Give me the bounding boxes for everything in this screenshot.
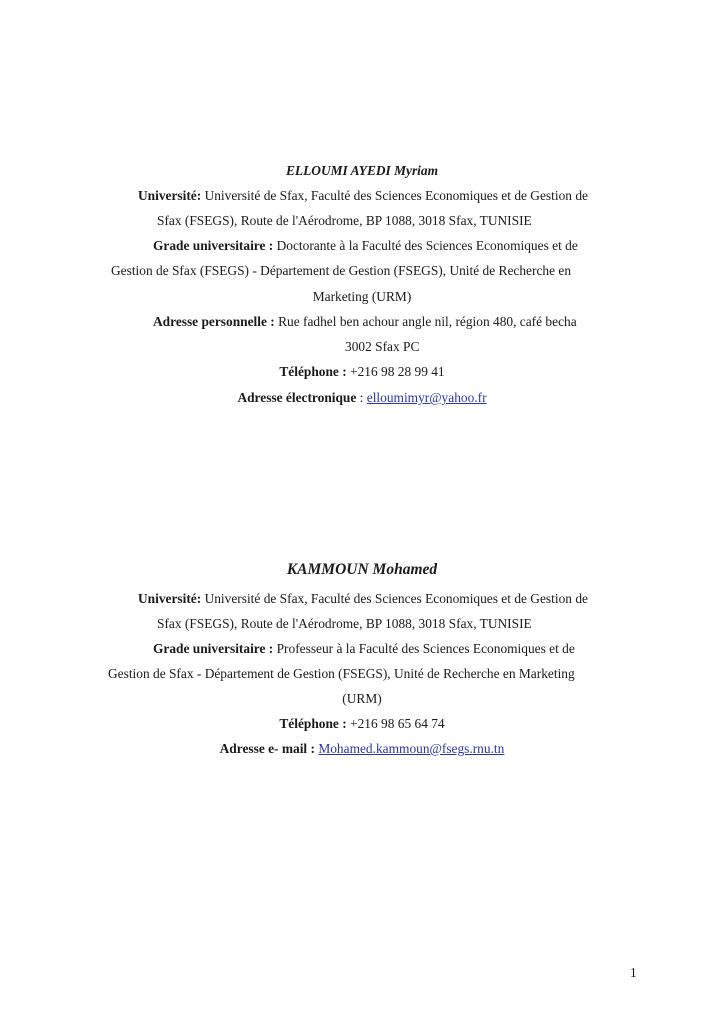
person1-university-line2: Sfax (FSEGS), Route de l'Aérodrome, BP 1088, 3018 Sfax, TUNISIE xyxy=(157,213,532,228)
page-number: 1 xyxy=(630,965,637,980)
person1-email-label: Adresse électronique xyxy=(237,390,357,405)
person1-phone-label: Téléphone : xyxy=(279,364,347,379)
person2-university-label: Université: xyxy=(138,591,202,606)
person2-email-link[interactable]: Mohamed.kammoun@fsegs.rnu.tn xyxy=(318,741,505,756)
person2-email-line xyxy=(0,740,724,758)
person1-grade-line3: Marketing (URM) xyxy=(312,289,412,304)
person2-grade-line2: Gestion de Sfax - Département de Gestion (FSEGS), Unité de Recherche en Marketing xyxy=(108,666,575,681)
person1-grade-line1 xyxy=(153,237,578,255)
person1-address-label: Adresse personnelle : xyxy=(153,314,275,329)
person1-address-value: Rue fadhel ben achour angle nil, région 480, café becha xyxy=(274,314,577,329)
person2-grade-value: Professeur à la Faculté des Sciences Economiques et de xyxy=(273,641,575,656)
person2-grade-line3: (URM) xyxy=(342,691,382,706)
person1-phone-value: +216 98 28 99 41 xyxy=(346,364,445,379)
person2-phone xyxy=(0,715,724,733)
person1-university-line1 xyxy=(138,187,588,205)
person2-university-line2: Sfax (FSEGS), Route de l'Aérodrome, BP 1088, 3018 Sfax, TUNISIE xyxy=(157,616,532,631)
person1-email-line xyxy=(0,389,724,407)
person1-grade-value: Doctorante à la Faculté des Sciences Economiques et de xyxy=(273,238,578,253)
person1-email-separator: : xyxy=(356,390,367,405)
person2-university-line1 xyxy=(138,590,588,608)
person1-email-link[interactable]: elloumimyr@yahoo.fr xyxy=(366,390,487,405)
person1-grade-label: Grade universitaire : xyxy=(153,238,274,253)
person2-email-label: Adresse e- mail : xyxy=(219,741,315,756)
person2-grade-line1 xyxy=(153,640,575,658)
person2-phone-value: +216 98 65 64 74 xyxy=(346,716,445,731)
person2-phone-label: Téléphone : xyxy=(279,716,347,731)
person1-address-line1 xyxy=(153,313,577,331)
person1-address-line2: 3002 Sfax PC xyxy=(345,339,420,354)
person2-grade-label: Grade universitaire : xyxy=(153,641,274,656)
person2-name: KAMMOUN Mohamed xyxy=(286,561,438,578)
person1-grade-line2: Gestion de Sfax (FSEGS) - Département de Gestion (FSEGS), Unité de Recherche en xyxy=(111,263,572,278)
person1-university-value: Université de Sfax, Faculté des Sciences Economiques et de Gestion de xyxy=(201,188,588,203)
person2-university-value: Université de Sfax, Faculté des Sciences Economiques et de Gestion de xyxy=(201,591,588,606)
person1-university-label: Université: xyxy=(138,188,202,203)
person1-phone xyxy=(0,363,724,381)
person1-name: ELLOUMI AYEDI Myriam xyxy=(285,163,439,178)
